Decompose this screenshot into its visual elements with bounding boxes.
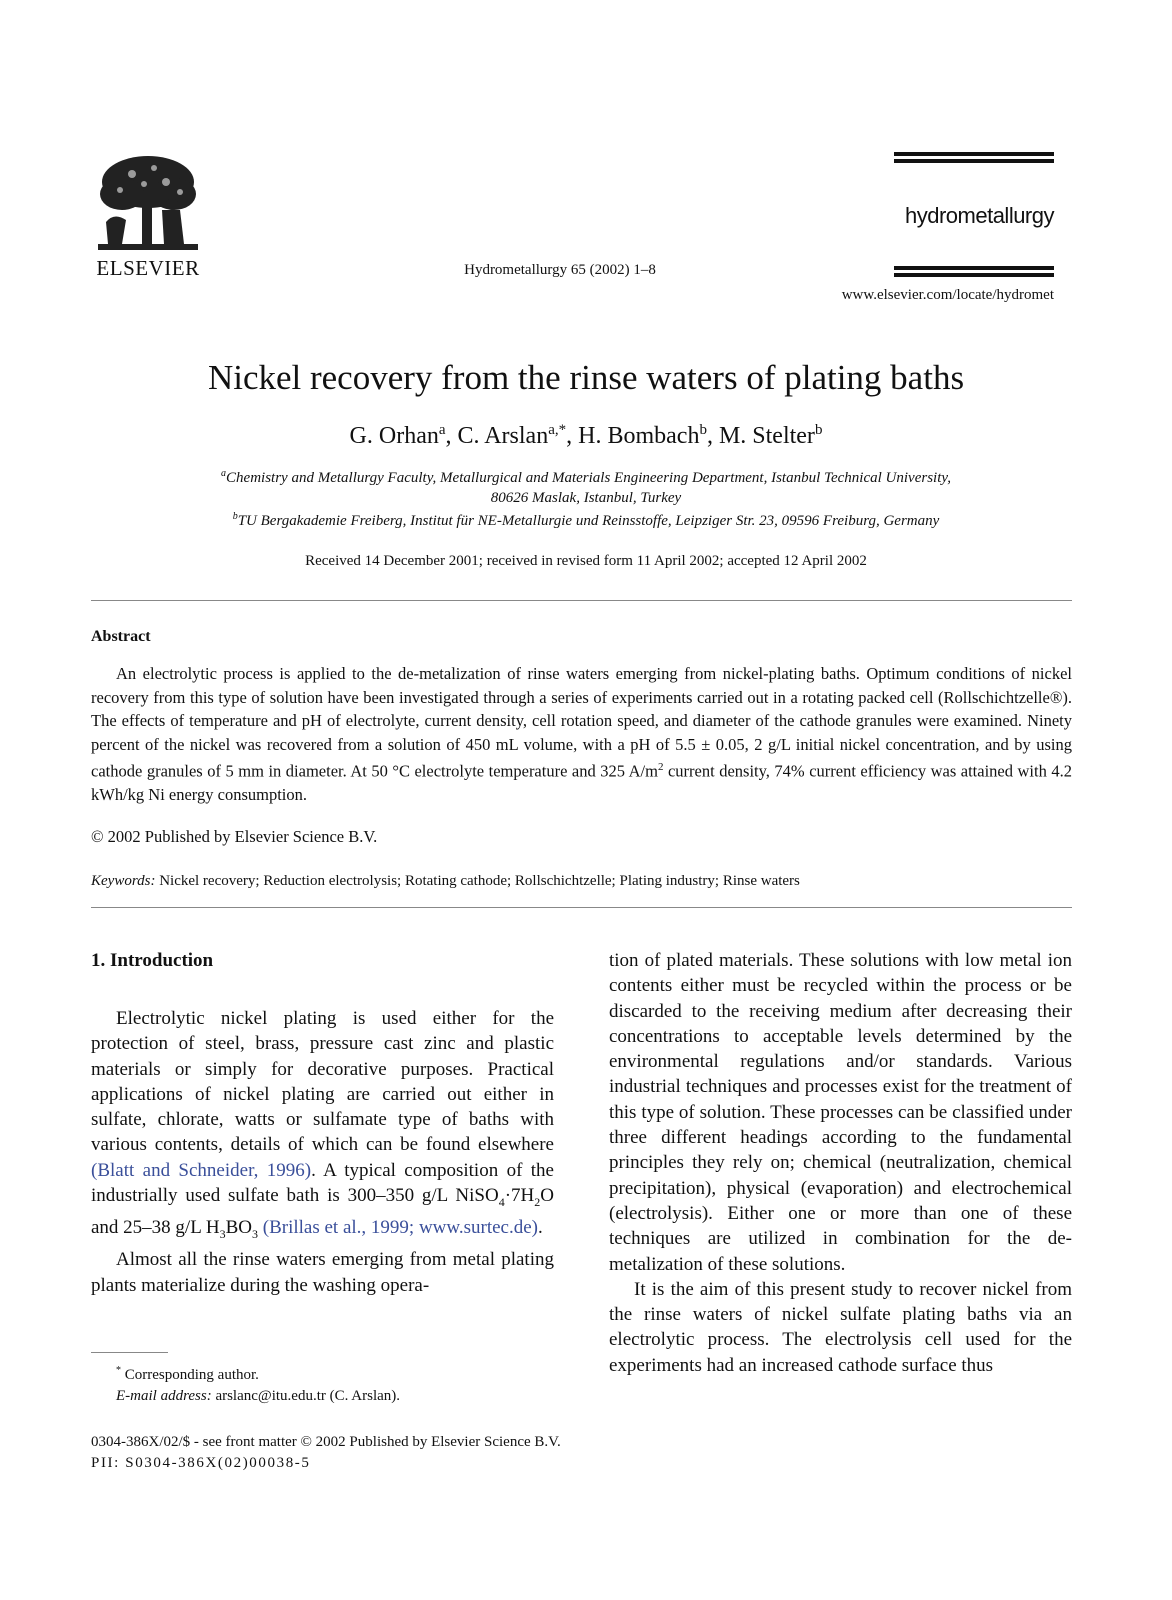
author-affil-sup: a bbox=[438, 422, 446, 438]
keywords-text: Nickel recovery; Reduction electrolysis; Rotating cathode; Rollschichtzelle; Plating industry; Rinse waters bbox=[159, 873, 800, 889]
divider bbox=[91, 600, 1072, 601]
article-title: Nickel recovery from the rinse waters of plating baths bbox=[207, 358, 965, 397]
paragraph: tion of plated materials. These solutions with low metal ion contents either must be recycled within the process or be discarded to the receiving medium after decreasing their concentrations to acceptable levels determined by the environmental regulations and/or standards. Various industrial techniques and processes exist for the treatment of this type of solution. These processes can be classified under three different headings according to the fundamental principles they rely on; chemical (neutralization, chemical precipitation), physical (evaporation) and electrochemical (electrolysis). Either one or more than one of these techniques are utilized in combination for the de-metalization of these solutions. bbox=[609, 950, 1072, 1275]
header-rule-bottom bbox=[894, 266, 1054, 280]
journal-brand: hydrometallurgy bbox=[904, 203, 1054, 228]
author-name: M. Stelter bbox=[718, 423, 815, 449]
abstract-heading: Abstract bbox=[91, 628, 151, 645]
column-right bbox=[609, 948, 1072, 1378]
author-affil-sup: b bbox=[699, 422, 707, 438]
tree-icon bbox=[92, 152, 204, 254]
publisher-logo-text: ELSEVIER bbox=[96, 256, 200, 280]
received-dates: Received 14 December 2001; received in revised form 11 April 2002; accepted 12 April 2002 bbox=[305, 553, 867, 569]
author-list: G. Orhan$^a$, C. Arslan$^{a,*}$, H. Bombach$^b$, M. Stelter$^b$ bbox=[349, 422, 823, 449]
author-affil-sup: a,* bbox=[548, 422, 567, 438]
journal-citation: Hydrometallurgy 65 (2002) 1–8 bbox=[464, 262, 656, 278]
affiliation-b: $^b$TU Bergakademie Freiberg, Institut für NE-Metallurgie und Reinsstoffe, Leipziger Str. 23, 09596 Freiburg, Germany bbox=[232, 511, 940, 529]
footnote-rule bbox=[91, 1352, 168, 1353]
paragraph: Electrolytic nickel plating is used either for the protection of steel, brass, pressure cast zinc and plastic materials or simply for decorative purposes. Practical applications of nickel plating are carried out either in sulfate, chlorate, watts or sulfamate type of baths with various contents, details of which can be found elsewhere (Blatt and Schneider, 1996). A typical composition of the industrially used sulfate bath is 300–350 g/L $NiSO_4\cdot 7H_2O$ and 25–38 g/L $H_3BO_3$ (Brillas et al., 1999; www.surtec.de). bbox=[91, 1008, 554, 1241]
paragraph: It is the aim of this present study to recover nickel from the rinse waters of nickel sulfate plating baths via an electrolytic process. The electrolysis cell used for the experiments had an increased cathode surface thus bbox=[609, 1278, 1072, 1376]
affiliation-a: $^a$Chemistry and Metallurgy Faculty, Metallurgical and Materials Engineering Department, Istanbul Technical University, bbox=[221, 468, 951, 486]
abstract-body: An electrolytic process is applied to the de-metalization of rinse waters emerging from nickel-plating baths. Optimum conditions of nickel recovery from this type of solution have been investigated through a series of experiments carried out in a rotating packed cell (Rollschichtzelle®). The effects of temperature and pH of electrolyte, current density, cell rotation speed, and diameter of the cathode granules were examined. Ninety percent of the nickel was recovered from a solution of 450 mL volume, with a pH of 5.5 ± 0.05, 2 g/L initial nickel concentration, and by using cathode granules of 5 mm in diameter. At 50 °C electrolyte temperature and 325 $A/m^2$ current density, 74% current efficiency was attained with 4.2 kWh/kg Ni energy consumption. bbox=[91, 664, 1072, 804]
front-matter bbox=[91, 1432, 561, 1474]
journal-url[interactable]: www.elsevier.com/locate/hydromet bbox=[841, 287, 1054, 303]
divider bbox=[91, 907, 1072, 908]
author-name: H. Bombach bbox=[578, 423, 700, 449]
citation-link[interactable]: (Brillas et al., 1999; www.surtec.de) bbox=[258, 1217, 538, 1239]
author-name: C. Arslan bbox=[457, 423, 549, 449]
keywords-label: Keywords: bbox=[91, 873, 156, 889]
abstract-copyright: © 2002 Published by Elsevier Science B.V. bbox=[91, 827, 378, 846]
paragraph: Almost all the rinse waters emerging from metal plating plants materialize during the washing opera- bbox=[91, 1249, 554, 1296]
author-affil-sup: b bbox=[814, 422, 823, 438]
column-left bbox=[91, 1006, 554, 1298]
author-name: G. Orhan bbox=[349, 423, 439, 449]
section-heading: 1. Introduction bbox=[91, 950, 214, 971]
footnote: * Corresponding author. E-mail address: arslanc@itu.edu.tr (C. Arslan). bbox=[116, 1365, 401, 1404]
email-link[interactable]: arslanc@itu.edu.tr (C. Arslan). bbox=[215, 1388, 401, 1404]
header-rule-top bbox=[894, 152, 1054, 166]
pii-line: PII: S0304-386X(02)00038-5 bbox=[91, 1455, 311, 1471]
affiliation-a-line2: 80626 Maslak, Istanbul, Turkey bbox=[490, 490, 682, 506]
citation-link[interactable]: (Blatt and Schneider, 1996) bbox=[91, 1159, 312, 1181]
elsevier-logo bbox=[92, 152, 204, 278]
keywords bbox=[91, 873, 800, 890]
issn-line: 0304-386X/02/$ - see front matter © 2002 Published by Elsevier Science B.V. bbox=[91, 1434, 561, 1450]
